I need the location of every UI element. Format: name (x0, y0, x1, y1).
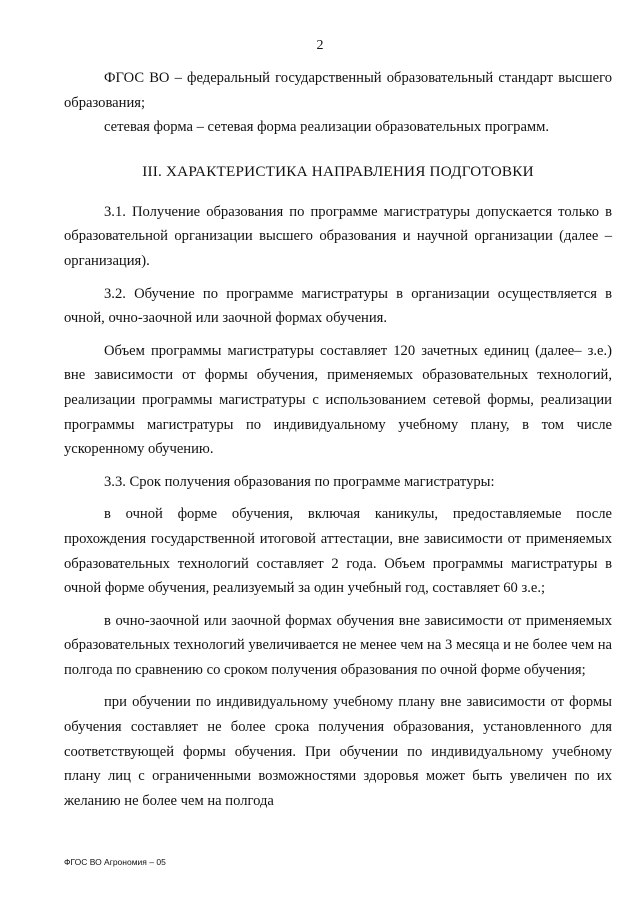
paragraph-part-time: в очно-заочной или заочной формах обучения вне зависимости от применяемых образовательных технологий увеличивается не менее чем на 3 месяца и не более чем на полгода по сравнению со сроком получения образования по очной форме обучения; (64, 612, 612, 678)
paragraph-3-3: 3.3. Срок получения образования по программе магистратуры: (104, 473, 495, 490)
page-number: 2 (316, 38, 324, 53)
paragraph-3-1: 3.1. Получение образования по программе магистратуры допускается только в образовательной организации высшего образования и научной организации (далее – организация). (64, 203, 612, 269)
paragraph-program-volume: Объем программы магистратуры составляет 120 зачетных единиц (далее– з.е.) вне зависимости от формы обучения, применяемых образовательных технологий, реализации программы магистратуры с использованием сетевой формы, реализации программы магистратуры по индивидуальному учебному плану, в том числе ускоренному обучению. (64, 342, 612, 458)
paragraph-network-form-definition: сетевая форма – сетевая форма реализации образовательных программ. (104, 119, 550, 136)
paragraph-fgos-definition: ФГОС ВО – федеральный государственный образовательный стандарт высшего образования; (64, 70, 612, 111)
paragraph-3-2: 3.2. Обучение по программе магистратуры в организации осуществляется в очной, очно-заочной или заочной формах обучения. (64, 285, 612, 327)
paragraph-full-time: в очной форме обучения, включая каникулы, предоставляемые после прохождения государственной итоговой аттестации, вне зависимости от применяемых образовательных технологий составляет 2 года. Объем программы магистратуры в очной форме обучения, реализуемый за один учебный год, составляет 60 з.е.; (64, 506, 612, 597)
paragraph-individual-plan: при обучении по индивидуальному учебному плану вне зависимости от формы обучения составляет не более срока получения образования, установленного для соответствующей формы обучения. При обучении по индивидуальному учебному плану лиц с ограниченными возможностями здоровья может быть увеличен по их желанию не более чем на полгода (64, 694, 612, 809)
footer-label: ФГОС ВО Агрономия – 05 (64, 857, 166, 867)
document-body (64, 66, 612, 813)
section-title: III. ХАРАКТЕРИСТИКА НАПРАВЛЕНИЯ ПОДГОТОВКИ (142, 162, 534, 180)
